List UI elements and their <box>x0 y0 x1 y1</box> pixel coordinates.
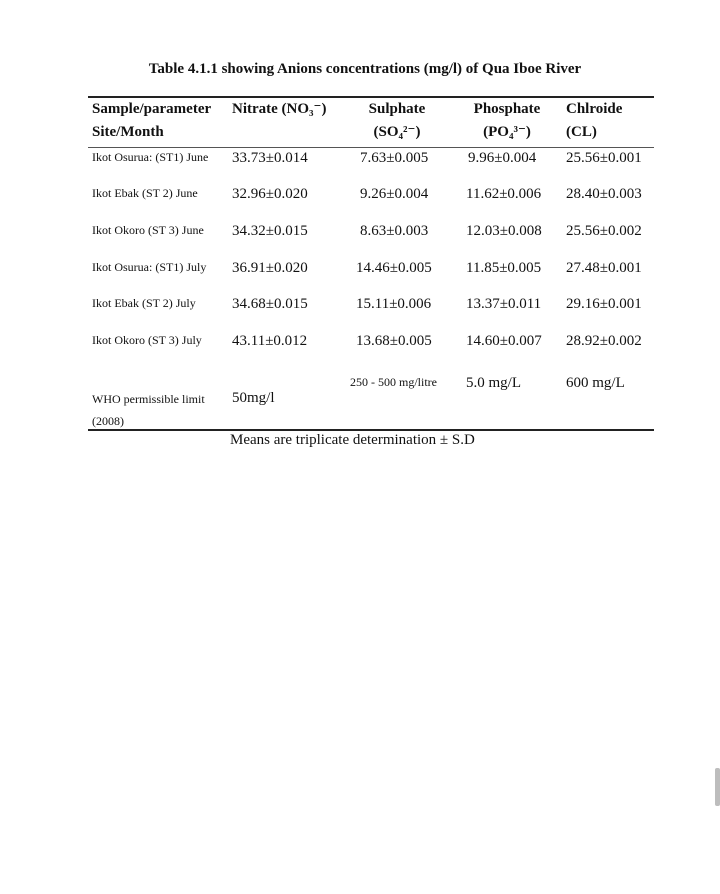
row-phosphate: 11.85±0.005 <box>466 260 542 276</box>
row-sulphate: 15.11±0.006 <box>356 296 432 312</box>
who-chloride: 600 mg/L <box>566 375 625 391</box>
who-nitrate: 50mg/l <box>232 390 275 406</box>
row-site: Ikot Okoro (ST 3) July <box>92 333 202 347</box>
row-phosphate: 13.37±0.011 <box>466 296 542 312</box>
header-site-line2: Site/Month <box>92 124 164 140</box>
row-nitrate: 33.73±0.014 <box>232 150 308 166</box>
row-phosphate: 14.60±0.007 <box>466 333 542 349</box>
header-sulphate-line2: (SO₄²⁻) <box>373 124 421 140</box>
scrollbar-thumb[interactable] <box>715 768 720 806</box>
table-bottom-rule <box>88 429 654 431</box>
row-nitrate: 43.11±0.012 <box>232 333 308 349</box>
row-site: Ikot Osurua: (ST1) June <box>92 150 209 164</box>
row-sulphate: 7.63±0.005 <box>360 150 429 166</box>
table-header-rule <box>88 147 654 148</box>
who-sulphate: 250 - 500 mg/litre <box>350 375 437 389</box>
row-sulphate: 13.68±0.005 <box>356 333 432 349</box>
row-chloride: 27.48±0.001 <box>566 260 642 276</box>
row-chloride: 25.56±0.001 <box>566 150 642 166</box>
row-sulphate: 8.63±0.003 <box>360 223 429 239</box>
header-nitrate: Nitrate (NO₃⁻) <box>232 101 327 117</box>
row-site: Ikot Osurua: (ST1) July <box>92 260 207 274</box>
row-site: Ikot Okoro (ST 3) June <box>92 223 204 237</box>
header-sulphate-line1: Sulphate <box>368 101 426 117</box>
header-sulphate <box>364 98 430 144</box>
row-phosphate: 9.96±0.004 <box>468 150 537 166</box>
header-chloride <box>566 98 622 144</box>
row-nitrate: 34.32±0.015 <box>232 223 308 239</box>
who-label-line2: (2008) <box>92 414 124 428</box>
header-sample-site <box>92 98 211 144</box>
row-nitrate: 34.68±0.015 <box>232 296 308 312</box>
row-chloride: 28.40±0.003 <box>566 186 642 202</box>
header-phosphate-line1: Phosphate <box>473 101 541 117</box>
row-sulphate: 9.26±0.004 <box>360 186 429 202</box>
table-title: Table 4.1.1 showing Anions concentrations (mg/l) of Qua Iboe River <box>148 61 582 77</box>
row-sulphate: 14.46±0.005 <box>356 260 432 276</box>
row-nitrate: 36.91±0.020 <box>232 260 308 276</box>
header-sample-line1: Sample/parameter <box>92 101 212 117</box>
who-label-line1: WHO permissible limit <box>92 392 205 406</box>
row-chloride: 28.92±0.002 <box>566 333 642 349</box>
row-nitrate: 32.96±0.020 <box>232 186 308 202</box>
header-phosphate <box>470 98 544 144</box>
row-chloride: 25.56±0.002 <box>566 223 642 239</box>
row-site: Ikot Ebak (ST 2) July <box>92 296 196 310</box>
header-phosphate-line2: (PO₄³⁻) <box>483 124 531 140</box>
who-phosphate: 5.0 mg/L <box>466 375 521 391</box>
table-footnote: Means are triplicate determination ± S.D <box>230 432 475 448</box>
header-chloride-line1: Chlroide <box>566 101 623 117</box>
header-chloride-line2: (CL) <box>566 124 597 140</box>
row-phosphate: 12.03±0.008 <box>466 223 542 239</box>
row-phosphate: 11.62±0.006 <box>466 186 542 202</box>
row-site: Ikot Ebak (ST 2) June <box>92 186 198 200</box>
who-label <box>92 388 205 432</box>
row-chloride: 29.16±0.001 <box>566 296 642 312</box>
